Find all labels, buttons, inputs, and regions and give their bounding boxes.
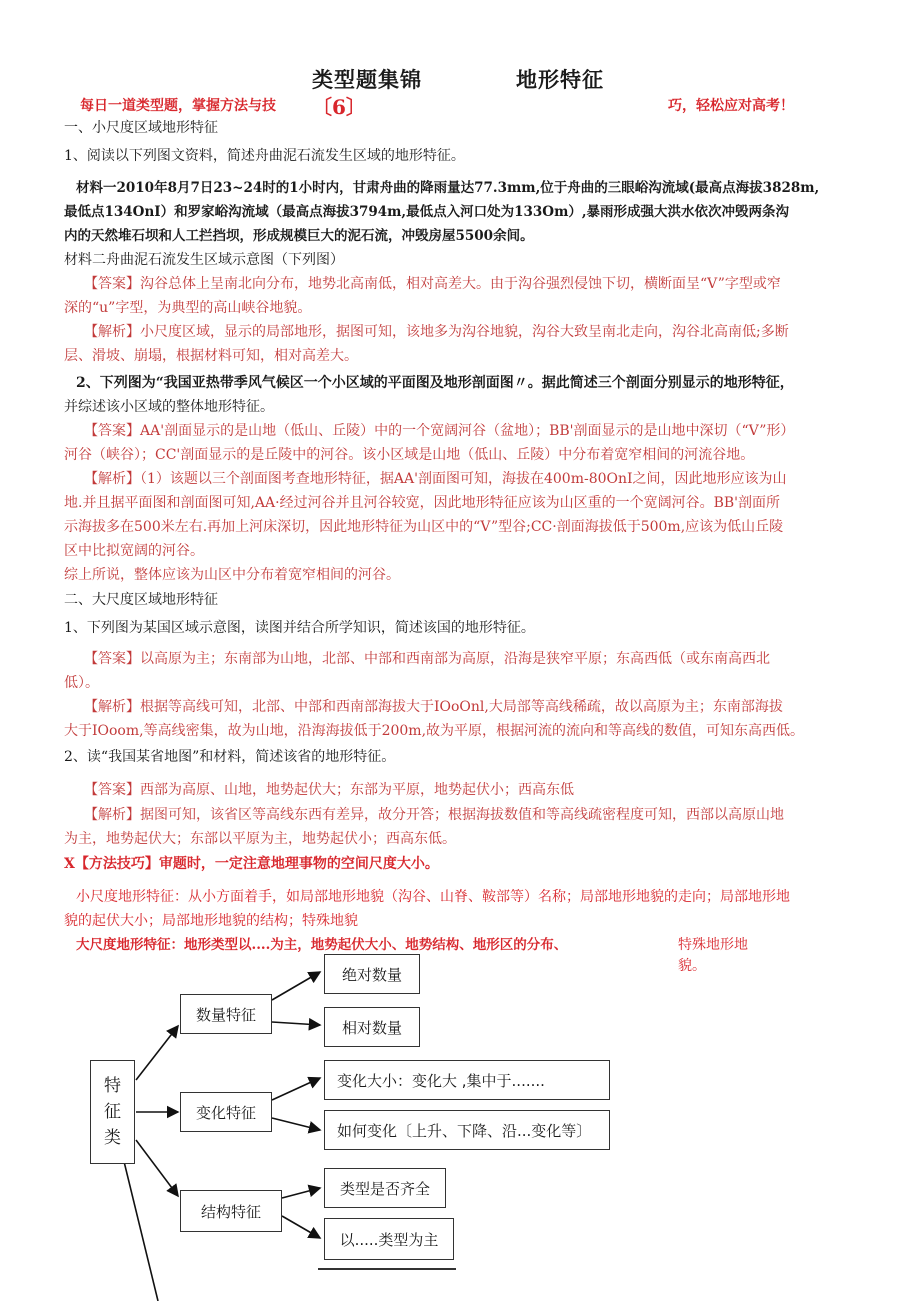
s1-q1-analysis-line1: 【解析】小尺度区域，显示的局部地形，据图可知，该地多为沟谷地貌，沟谷大致呈南北走向，沟谷北高南低;多断 xyxy=(84,324,789,340)
diagram-quantity-label: 数量特征 xyxy=(195,1005,256,1024)
s2-q2-analysis-line2: 为主，地势起伏大；东部以平原为主，地势起伏小；西高东低。 xyxy=(64,831,456,847)
section2-heading: 二、大尺度区域地形特征 xyxy=(64,592,218,608)
arrow-change-to-size xyxy=(272,1078,320,1100)
s1-q1-material1-line2: 最低点134OnI）和罗家峪沟流域（最高点海拔3794m,最低点入河口处为133Om）,暴雨形成强大洪水依次冲毁两条沟 xyxy=(64,204,790,220)
arrow-root-down xyxy=(120,1145,158,1301)
s1-q2-stem-line1: 2、下列图为“我国亚热带季风气候区一个小区域的平面图及地形剖面图〃。据此简述三个剖面分别显示的地形特征， xyxy=(76,375,794,391)
diagram-types-complete-box xyxy=(324,1168,446,1208)
diagram-structure-box xyxy=(180,1190,282,1232)
s2-q1-answer-line1: 【答案】以高原为主；东南部为山地，北部、中部和西南部为高原，沿海是狭窄平原；东高西低（或东南高西北 xyxy=(84,651,770,667)
section1-heading: 一、小尺度区域地形特征 xyxy=(64,120,218,136)
arrow-root-to-structure xyxy=(136,1140,178,1196)
diagram-relative-label: 相对数量 xyxy=(341,1018,402,1037)
s1-q1-material1-line3: 内的天然堆石坝和人工拦挡坝，形成规模巨大的泥石流，冲毁房屋5500余间。 xyxy=(64,228,534,244)
s1-q1-answer-line1: 【答案】沟谷总体上呈南北向分布，地势北高南低，相对高差大。由于沟谷强烈侵蚀下切，横断面呈“V”字型或窄 xyxy=(84,276,781,292)
diagram-change-box xyxy=(180,1092,272,1132)
diagram-change-size-label: 变化大小：变化大 ,集中于....... xyxy=(337,1071,545,1090)
diagram-cutoff-line xyxy=(318,1268,456,1270)
arrow-structure-to-main xyxy=(282,1216,320,1238)
tips-small-line1: 小尺度地形特征：从小方面着手，如局部地形地貌（沟谷、山脊、鞍部等）名称；局部地形地貌的走向；局部地形地 xyxy=(76,889,790,905)
s2-q2-answer: 【答案】西部为高原、山地，地势起伏大；东部为平原，地势起伏小；西高东低 xyxy=(84,782,574,798)
diagram-change-how-label: 如何变化〔上升、下降、沿...变化等〕 xyxy=(337,1121,592,1140)
diagram-type-main-label: 以.....类型为主 xyxy=(339,1230,439,1249)
s1-q2-analysis-line3: 示海拔多在500米左右.再加上河床深切，因此地形特征为山区中的“V”型谷;CC·剖面海拔低于500m,应该为低山丘陵 xyxy=(64,519,784,535)
title-left: 类型题集锦 xyxy=(312,67,422,92)
s2-q1-analysis-line1: 【解析】根据等高线可知，北部、中部和西南部海拔大于IOoOnl,大局部等高线稀疏，故以高原为主；东南部海拔 xyxy=(84,699,783,715)
tagline-number: 〔6〕 xyxy=(312,95,366,119)
s1-q1-answer-line2: 深的“u”字型，为典型的高山峡谷地貌。 xyxy=(64,300,312,316)
diagram-structure-label: 结构特征 xyxy=(200,1202,261,1221)
s1-q2-analysis-line2: 地.并且据平面图和剖面图可知,AA·经过河谷并且河谷较宽，因此地形特征应该为山区重的一个宽阔河谷。BB'剖面所 xyxy=(64,495,780,511)
tips-small-line2: 貌的起伏大小；局部地形地貌的结构；特殊地貌 xyxy=(64,913,358,929)
arrow-structure-to-complete xyxy=(282,1188,320,1198)
tips-large-tail-line1: 特殊地形地 xyxy=(678,937,748,953)
diagram-quantity-box xyxy=(180,994,272,1034)
diagram-root-box xyxy=(90,1060,135,1164)
diagram-type-main-box xyxy=(324,1218,454,1260)
tips-large-tail-line2: 貌。 xyxy=(678,958,706,974)
s2-q1-stem: 1、下列图为某国区域示意图，读图并结合所学知识，简述该国的地形特征。 xyxy=(64,620,535,636)
s1-q2-answer-line2: 河谷（峡谷）；CC'剖面显示的是丘陵中的河谷。该小区域是山地（低山、丘陵）中分布着宽窄相间的河流谷地。 xyxy=(64,447,755,463)
s2-q2-stem: 2、读“我国某省地图”和材料，简述该省的地形特征。 xyxy=(64,749,396,765)
tips-large-bold: 大尺度地形特征：地形类型以....为主，地势起伏大小、地势结构、地形区的分布、 xyxy=(76,937,568,953)
s1-q2-stem-line2: 并综述该小区域的整体地形特征。 xyxy=(64,399,274,415)
diagram-relative-box xyxy=(324,1007,420,1047)
s1-q1-material1-line1: 材料一2010年8月7日23~24时的1小时内，甘肃舟曲的降雨量达77.3mm,位于舟曲的三眼峪沟流域(最高点海拔3828m, xyxy=(76,180,820,196)
diagram-absolute-label: 绝对数量 xyxy=(341,965,402,984)
arrow-root-to-quantity xyxy=(136,1026,178,1080)
tagline-right: 巧，轻松应对高考！ xyxy=(668,98,794,114)
title-right: 地形特征 xyxy=(516,67,604,92)
arrow-quantity-to-relative xyxy=(272,1022,320,1025)
diagram-change-size-box xyxy=(324,1060,610,1100)
s1-q1-material2: 材料二舟曲泥石流发生区域示意图（下列图） xyxy=(64,252,344,268)
s1-q1-stem: 1、阅读以下列图文资料，简述舟曲泥石流发生区域的地形特征。 xyxy=(64,148,465,164)
diagram-change-label: 变化特征 xyxy=(195,1103,256,1122)
s1-q2-answer-line1: 【答案】AA'剖面显示的是山地（低山、丘陵）中的一个宽阔河谷（盆地）；BB'剖面显示的是山地中深切（“V”形） xyxy=(84,423,795,439)
arrow-change-to-how xyxy=(272,1118,320,1130)
s1-q1-analysis-line2: 层、滑坡、崩塌，根据材料可知，相对高差大。 xyxy=(64,348,358,364)
diagram-absolute-box xyxy=(324,954,420,994)
s2-q2-analysis-line1: 【解析】据图可知，该省区等高线东西有差异，故分开答；根据海拔数值和等高线疏密程度可知，西部以高原山地 xyxy=(84,807,784,823)
s1-q2-analysis-line1: 【解析】（1）该题以三个剖面图考查地形特征，据AA'剖面图可知，海拔在400m-80OnI之间，因此地形应该为山 xyxy=(84,471,787,487)
diagram-change-how-box xyxy=(324,1110,610,1150)
s2-q1-answer-line2: 低）。 xyxy=(64,675,99,691)
diagram-types-complete-label: 类型是否齐全 xyxy=(339,1179,430,1198)
s1-q2-analysis-line4: 区中比拟宽阔的河谷。 xyxy=(64,543,204,559)
s2-q1-analysis-line2: 大于IOoom,等高线密集，故为山地，沿海海拔低于200m,故为平原，根据河流的流向和等高线的数值，可知东高西低。 xyxy=(64,723,805,739)
arrow-quantity-to-absolute xyxy=(272,972,320,1000)
tagline-left: 每日一道类型题，掌握方法与技 xyxy=(80,98,276,114)
tips-heading: X【方法技巧】审题时，一定注意地理事物的空间尺度大小。 xyxy=(64,856,439,872)
s1-q2-summary: 综上所说，整体应该为山区中分布着宽窄相间的河谷。 xyxy=(64,567,400,583)
diagram-root-label: 特征类 xyxy=(104,1076,121,1148)
